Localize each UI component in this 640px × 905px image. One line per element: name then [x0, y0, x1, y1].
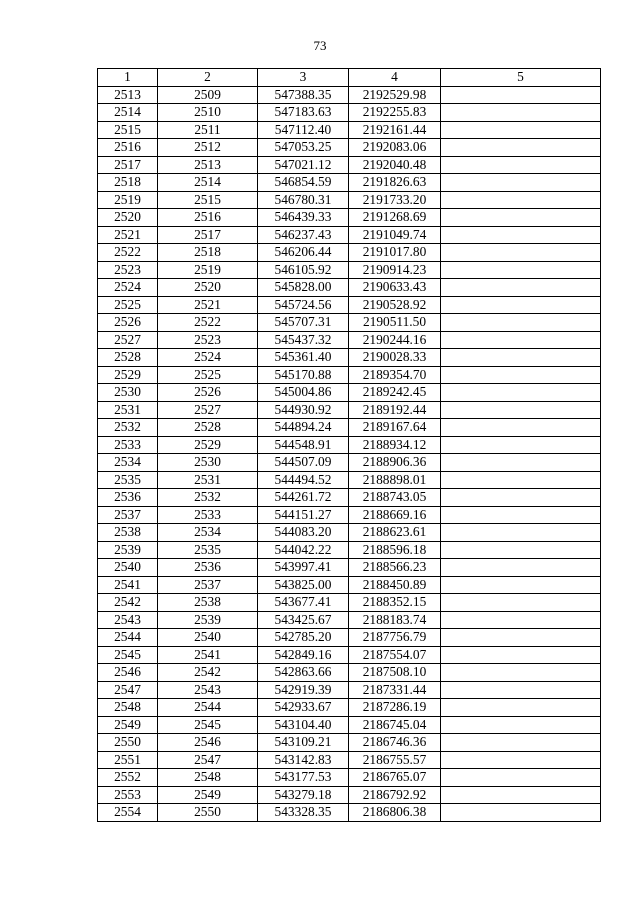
table-cell-col-1: 2516 — [98, 139, 158, 157]
table-cell-col-3: 547183.63 — [258, 104, 349, 122]
table-cell-col-2: 2529 — [158, 436, 258, 454]
table-cell-col-2: 2523 — [158, 331, 258, 349]
table-cell-col-5 — [441, 174, 601, 192]
table-row — [98, 296, 601, 314]
table-cell-col-1: 2532 — [98, 419, 158, 437]
table-cell-col-3: 542919.39 — [258, 681, 349, 699]
table-row — [98, 349, 601, 367]
table-cell-col-4: 2192529.98 — [349, 86, 441, 104]
table-cell-col-1: 2520 — [98, 209, 158, 227]
table-cell-col-1: 2541 — [98, 576, 158, 594]
table-cell-col-2: 2528 — [158, 419, 258, 437]
column-header-2: 2 — [158, 69, 258, 87]
table-cell-col-2: 2516 — [158, 209, 258, 227]
column-header-4: 4 — [349, 69, 441, 87]
table-cell-col-5 — [441, 454, 601, 472]
table-cell-col-5 — [441, 629, 601, 647]
table-cell-col-5 — [441, 576, 601, 594]
table-row — [98, 471, 601, 489]
table-row — [98, 506, 601, 524]
table-row — [98, 366, 601, 384]
table-cell-col-1: 2533 — [98, 436, 158, 454]
table-cell-col-1: 2542 — [98, 594, 158, 612]
table-cell-col-1: 2515 — [98, 121, 158, 139]
table-cell-col-1: 2535 — [98, 471, 158, 489]
table-cell-col-3: 547021.12 — [258, 156, 349, 174]
table-cell-col-2: 2539 — [158, 611, 258, 629]
table-cell-col-4: 2190914.23 — [349, 261, 441, 279]
table-cell-col-4: 2191733.20 — [349, 191, 441, 209]
table-cell-col-3: 545828.00 — [258, 279, 349, 297]
table-row — [98, 104, 601, 122]
table-row — [98, 786, 601, 804]
table-cell-col-1: 2525 — [98, 296, 158, 314]
table-cell-col-2: 2547 — [158, 751, 258, 769]
table-cell-col-4: 2188566.23 — [349, 559, 441, 577]
page-number: 73 — [313, 38, 327, 53]
table-row — [98, 454, 601, 472]
table-cell-col-4: 2190511.50 — [349, 314, 441, 332]
table-cell-col-1: 2551 — [98, 751, 158, 769]
column-header-5: 5 — [441, 69, 601, 87]
table-cell-col-5 — [441, 401, 601, 419]
table-cell-col-5 — [441, 541, 601, 559]
table-row — [98, 629, 601, 647]
table-cell-col-4: 2188596.18 — [349, 541, 441, 559]
table-row — [98, 331, 601, 349]
table-row — [98, 541, 601, 559]
table-cell-col-5 — [441, 681, 601, 699]
table-cell-col-1: 2517 — [98, 156, 158, 174]
table-cell-col-5 — [441, 786, 601, 804]
table-cell-col-5 — [441, 384, 601, 402]
table-cell-col-1: 2526 — [98, 314, 158, 332]
table-cell-col-3: 544042.22 — [258, 541, 349, 559]
table-cell-col-3: 546105.92 — [258, 261, 349, 279]
table-cell-col-3: 543279.18 — [258, 786, 349, 804]
table-cell-col-1: 2534 — [98, 454, 158, 472]
table-cell-col-3: 545004.86 — [258, 384, 349, 402]
table-cell-col-3: 544151.27 — [258, 506, 349, 524]
table-cell-col-4: 2186746.36 — [349, 734, 441, 752]
table-cell-col-1: 2547 — [98, 681, 158, 699]
table-cell-col-5 — [441, 524, 601, 542]
table-cell-col-3: 542849.16 — [258, 646, 349, 664]
table-cell-col-2: 2546 — [158, 734, 258, 752]
table-cell-col-3: 542933.67 — [258, 699, 349, 717]
table-cell-col-4: 2190633.43 — [349, 279, 441, 297]
table-cell-col-5 — [441, 716, 601, 734]
table-cell-col-3: 547112.40 — [258, 121, 349, 139]
table-cell-col-1: 2524 — [98, 279, 158, 297]
table-cell-col-5 — [441, 209, 601, 227]
table-cell-col-4: 2189192.44 — [349, 401, 441, 419]
table-cell-col-2: 2538 — [158, 594, 258, 612]
table-cell-col-2: 2514 — [158, 174, 258, 192]
table-cell-col-3: 543104.40 — [258, 716, 349, 734]
table-cell-col-5 — [441, 751, 601, 769]
table-row — [98, 804, 601, 822]
table-cell-col-3: 546780.31 — [258, 191, 349, 209]
table-cell-col-3: 547053.25 — [258, 139, 349, 157]
table-row — [98, 716, 601, 734]
table-cell-col-3: 543328.35 — [258, 804, 349, 822]
table-cell-col-2: 2536 — [158, 559, 258, 577]
table-row — [98, 261, 601, 279]
table-row — [98, 734, 601, 752]
table-cell-col-2: 2520 — [158, 279, 258, 297]
table-cell-col-2: 2548 — [158, 769, 258, 787]
table-cell-col-4: 2192040.48 — [349, 156, 441, 174]
table-cell-col-1: 2546 — [98, 664, 158, 682]
table-row — [98, 611, 601, 629]
table-cell-col-3: 546854.59 — [258, 174, 349, 192]
table-cell-col-4: 2187756.79 — [349, 629, 441, 647]
table-cell-col-4: 2190244.16 — [349, 331, 441, 349]
table-cell-col-4: 2191017.80 — [349, 244, 441, 262]
table-cell-col-3: 543109.21 — [258, 734, 349, 752]
table-cell-col-3: 546439.33 — [258, 209, 349, 227]
table-cell-col-2: 2531 — [158, 471, 258, 489]
table-row — [98, 524, 601, 542]
table-row — [98, 139, 601, 157]
table-cell-col-2: 2513 — [158, 156, 258, 174]
table-row — [98, 751, 601, 769]
table-row — [98, 699, 601, 717]
table-cell-col-4: 2186806.38 — [349, 804, 441, 822]
table-cell-col-1: 2523 — [98, 261, 158, 279]
table-cell-col-5 — [441, 349, 601, 367]
table-cell-col-2: 2525 — [158, 366, 258, 384]
table-row — [98, 121, 601, 139]
table-cell-col-2: 2542 — [158, 664, 258, 682]
column-header-3: 3 — [258, 69, 349, 87]
table-cell-col-1: 2540 — [98, 559, 158, 577]
table-cell-col-5 — [441, 471, 601, 489]
table-cell-col-2: 2543 — [158, 681, 258, 699]
table-cell-col-1: 2514 — [98, 104, 158, 122]
table-cell-col-1: 2528 — [98, 349, 158, 367]
table-cell-col-2: 2533 — [158, 506, 258, 524]
table-row — [98, 489, 601, 507]
table-cell-col-4: 2191049.74 — [349, 226, 441, 244]
table-cell-col-5 — [441, 664, 601, 682]
table-cell-col-5 — [441, 366, 601, 384]
table-cell-col-5 — [441, 489, 601, 507]
table-cell-col-1: 2536 — [98, 489, 158, 507]
table-cell-col-3: 544894.24 — [258, 419, 349, 437]
table-cell-col-5 — [441, 734, 601, 752]
table-cell-col-4: 2191826.63 — [349, 174, 441, 192]
table-cell-col-3: 543142.83 — [258, 751, 349, 769]
table-cell-col-5 — [441, 226, 601, 244]
table-cell-col-4: 2188352.15 — [349, 594, 441, 612]
table-cell-col-1: 2519 — [98, 191, 158, 209]
table-cell-col-1: 2513 — [98, 86, 158, 104]
table-cell-col-1: 2537 — [98, 506, 158, 524]
table-cell-col-4: 2189242.45 — [349, 384, 441, 402]
table-cell-col-2: 2534 — [158, 524, 258, 542]
table-row — [98, 279, 601, 297]
table-cell-col-5 — [441, 559, 601, 577]
table-cell-col-5 — [441, 594, 601, 612]
table-cell-col-4: 2187331.44 — [349, 681, 441, 699]
table-cell-col-5 — [441, 279, 601, 297]
table-cell-col-1: 2529 — [98, 366, 158, 384]
table-cell-col-3: 544083.20 — [258, 524, 349, 542]
table-cell-col-5 — [441, 296, 601, 314]
table-cell-col-1: 2545 — [98, 646, 158, 664]
table-cell-col-3: 545707.31 — [258, 314, 349, 332]
table-row — [98, 594, 601, 612]
table-cell-col-1: 2543 — [98, 611, 158, 629]
table-cell-col-4: 2188934.12 — [349, 436, 441, 454]
table-cell-col-1: 2550 — [98, 734, 158, 752]
table-cell-col-3: 542863.66 — [258, 664, 349, 682]
table-cell-col-2: 2515 — [158, 191, 258, 209]
table-row — [98, 226, 601, 244]
table-cell-col-2: 2540 — [158, 629, 258, 647]
table-cell-col-4: 2189167.64 — [349, 419, 441, 437]
table-cell-col-5 — [441, 699, 601, 717]
table-cell-col-2: 2527 — [158, 401, 258, 419]
table-cell-col-1: 2549 — [98, 716, 158, 734]
table-cell-col-3: 544548.91 — [258, 436, 349, 454]
table-cell-col-4: 2192161.44 — [349, 121, 441, 139]
table-cell-col-5 — [441, 769, 601, 787]
table-cell-col-2: 2526 — [158, 384, 258, 402]
table-cell-col-4: 2188669.16 — [349, 506, 441, 524]
table-cell-col-5 — [441, 261, 601, 279]
table-cell-col-2: 2544 — [158, 699, 258, 717]
table-cell-col-2: 2530 — [158, 454, 258, 472]
table-cell-col-4: 2186765.07 — [349, 769, 441, 787]
table-cell-col-2: 2510 — [158, 104, 258, 122]
table-cell-col-3: 545437.32 — [258, 331, 349, 349]
table-row — [98, 86, 601, 104]
table-cell-col-5 — [441, 86, 601, 104]
table-cell-col-5 — [441, 139, 601, 157]
table-row — [98, 156, 601, 174]
table-cell-col-1: 2552 — [98, 769, 158, 787]
table-cell-col-3: 543997.41 — [258, 559, 349, 577]
table-cell-col-4: 2190028.33 — [349, 349, 441, 367]
column-header-1: 1 — [98, 69, 158, 87]
table-cell-col-3: 546237.43 — [258, 226, 349, 244]
table-row — [98, 419, 601, 437]
table-cell-col-2: 2524 — [158, 349, 258, 367]
table-cell-col-4: 2188743.05 — [349, 489, 441, 507]
table-row — [98, 664, 601, 682]
table-row — [98, 191, 601, 209]
table-row — [98, 314, 601, 332]
table-row — [98, 436, 601, 454]
table-cell-col-4: 2186792.92 — [349, 786, 441, 804]
table-cell-col-1: 2518 — [98, 174, 158, 192]
table-cell-col-4: 2187508.10 — [349, 664, 441, 682]
table-row — [98, 769, 601, 787]
table-cell-col-4: 2188898.01 — [349, 471, 441, 489]
table-cell-col-3: 542785.20 — [258, 629, 349, 647]
table-cell-col-4: 2188183.74 — [349, 611, 441, 629]
table-cell-col-3: 545170.88 — [258, 366, 349, 384]
table-cell-col-5 — [441, 331, 601, 349]
table-cell-col-4: 2188623.61 — [349, 524, 441, 542]
table-cell-col-2: 2535 — [158, 541, 258, 559]
table-cell-col-3: 544261.72 — [258, 489, 349, 507]
table-cell-col-4: 2188450.89 — [349, 576, 441, 594]
table-cell-col-5 — [441, 611, 601, 629]
table-cell-col-1: 2544 — [98, 629, 158, 647]
table-cell-col-1: 2554 — [98, 804, 158, 822]
table-row — [98, 646, 601, 664]
table-cell-col-4: 2186755.57 — [349, 751, 441, 769]
table-cell-col-4: 2189354.70 — [349, 366, 441, 384]
table-cell-col-4: 2188906.36 — [349, 454, 441, 472]
table-cell-col-1: 2539 — [98, 541, 158, 559]
table-cell-col-2: 2541 — [158, 646, 258, 664]
table-cell-col-4: 2191268.69 — [349, 209, 441, 227]
table-row — [98, 681, 601, 699]
table-cell-col-4: 2192255.83 — [349, 104, 441, 122]
table-cell-col-1: 2553 — [98, 786, 158, 804]
table-cell-col-5 — [441, 244, 601, 262]
table-row — [98, 244, 601, 262]
table-cell-col-5 — [441, 314, 601, 332]
table-cell-col-5 — [441, 506, 601, 524]
table-cell-col-5 — [441, 191, 601, 209]
table-cell-col-2: 2521 — [158, 296, 258, 314]
table-cell-col-4: 2186745.04 — [349, 716, 441, 734]
table-cell-col-3: 543825.00 — [258, 576, 349, 594]
table-cell-col-3: 543677.41 — [258, 594, 349, 612]
table-cell-col-2: 2537 — [158, 576, 258, 594]
table-cell-col-1: 2527 — [98, 331, 158, 349]
table-cell-col-3: 543177.53 — [258, 769, 349, 787]
table-cell-col-1: 2531 — [98, 401, 158, 419]
table-row — [98, 209, 601, 227]
table-row — [98, 401, 601, 419]
table-cell-col-3: 544494.52 — [258, 471, 349, 489]
table-cell-col-2: 2532 — [158, 489, 258, 507]
table-cell-col-1: 2530 — [98, 384, 158, 402]
table-cell-col-3: 547388.35 — [258, 86, 349, 104]
coordinates-table — [97, 68, 601, 822]
table-row — [98, 384, 601, 402]
table-cell-col-4: 2187554.07 — [349, 646, 441, 664]
table-cell-col-5 — [441, 804, 601, 822]
table-cell-col-1: 2538 — [98, 524, 158, 542]
table-body — [98, 86, 601, 821]
table-cell-col-4: 2192083.06 — [349, 139, 441, 157]
table-cell-col-3: 544507.09 — [258, 454, 349, 472]
table-cell-col-3: 544930.92 — [258, 401, 349, 419]
table-cell-col-1: 2521 — [98, 226, 158, 244]
table-cell-col-1: 2522 — [98, 244, 158, 262]
table-cell-col-5 — [441, 436, 601, 454]
table-cell-col-2: 2512 — [158, 139, 258, 157]
table-cell-col-3: 545724.56 — [258, 296, 349, 314]
table-cell-col-3: 545361.40 — [258, 349, 349, 367]
table-cell-col-2: 2545 — [158, 716, 258, 734]
table-cell-col-2: 2550 — [158, 804, 258, 822]
table-cell-col-2: 2511 — [158, 121, 258, 139]
table-cell-col-5 — [441, 646, 601, 664]
table-header-row — [98, 69, 601, 87]
table-cell-col-2: 2549 — [158, 786, 258, 804]
table-cell-col-1: 2548 — [98, 699, 158, 717]
table-cell-col-5 — [441, 156, 601, 174]
table-row — [98, 576, 601, 594]
table-cell-col-4: 2190528.92 — [349, 296, 441, 314]
table-cell-col-2: 2519 — [158, 261, 258, 279]
table-cell-col-2: 2518 — [158, 244, 258, 262]
table-cell-col-2: 2517 — [158, 226, 258, 244]
table-cell-col-3: 543425.67 — [258, 611, 349, 629]
table-cell-col-4: 2187286.19 — [349, 699, 441, 717]
table-row — [98, 174, 601, 192]
table-cell-col-5 — [441, 419, 601, 437]
table-cell-col-5 — [441, 121, 601, 139]
table-row — [98, 559, 601, 577]
table-cell-col-3: 546206.44 — [258, 244, 349, 262]
table-cell-col-2: 2522 — [158, 314, 258, 332]
table-cell-col-5 — [441, 104, 601, 122]
table-cell-col-2: 2509 — [158, 86, 258, 104]
